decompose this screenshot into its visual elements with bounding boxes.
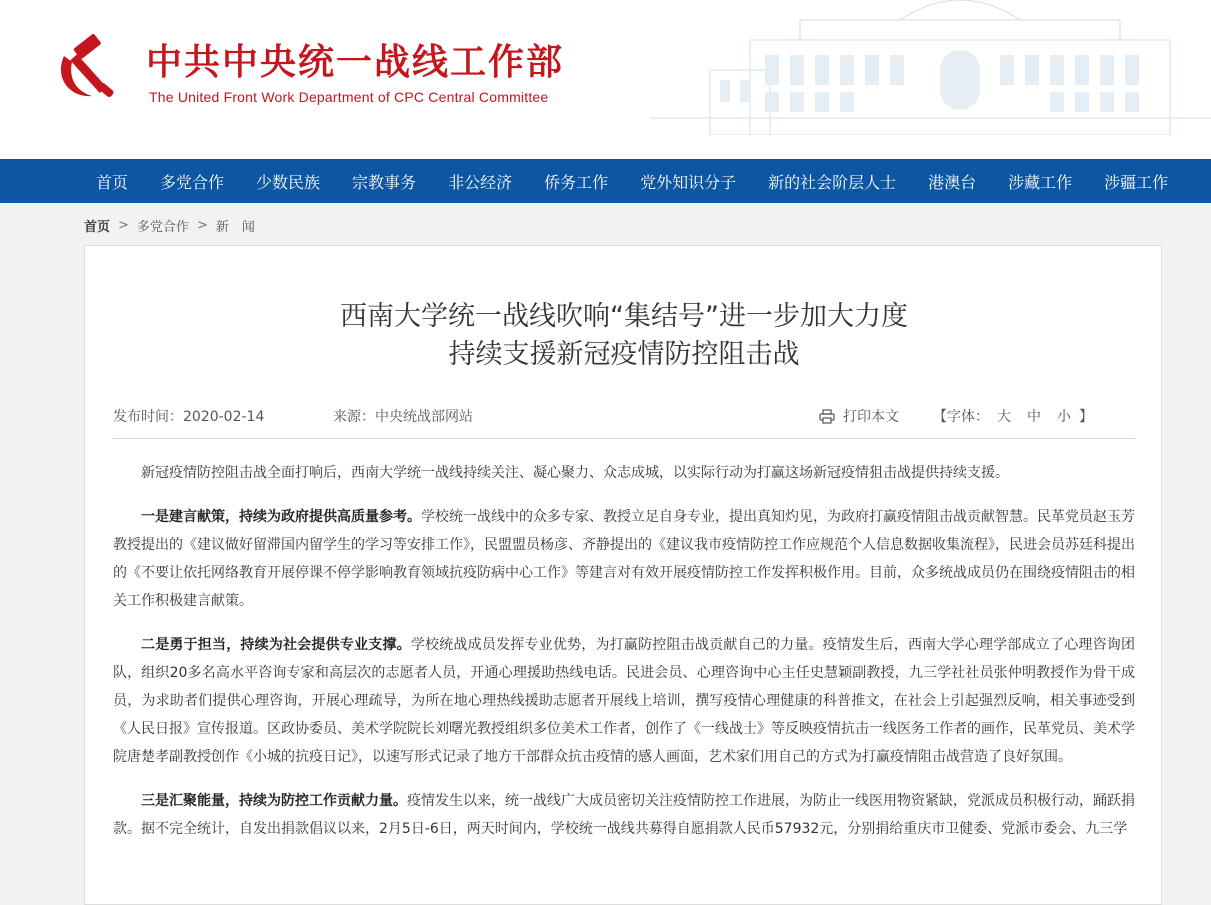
printer-icon [819,409,835,424]
breadcrumb-separator: > [118,218,129,233]
site-header [0,0,1211,159]
nav-item-xinjiang[interactable]: 涉疆工作 [1104,172,1169,192]
nav-item-tibet[interactable]: 涉藏工作 [1008,172,1073,192]
print-label: 打印本文 [843,409,899,425]
font-size-label: 【字体： [933,409,989,425]
article-title-line-1: 西南大学统一战线吹响“集结号”进一步加大力度 [340,301,908,332]
print-button[interactable] [819,406,899,426]
article-card [84,245,1162,905]
article-meta [113,406,1135,439]
article-body [113,459,1135,859]
breadcrumb-news[interactable]: 新 闻 [215,220,255,235]
article-title-line-2: 持续支援新冠疫情防控阻击战 [448,339,800,370]
nav-item-multiparty[interactable]: 多党合作 [160,172,225,192]
nav-item-non-party-intellectuals[interactable]: 党外知识分子 [640,172,737,192]
paragraph-text: 疫情发生以来，统一战线广大成员密切关注疫情防控工作进展，为防止一线医用物资紧缺，党派成员积极行动，踊跃捐款。据不完全统计，自发出捐款倡议以来，2月5日-6日，两天时间内，学校统一战线共募得自愿捐款人民币57932元，分别捐给重庆市卫健委、党派市委会、九三学 [113,793,1135,837]
paragraph-lead: 一是建言献策，持续为政府提供高质量参考。 [141,509,421,525]
paragraph-lead: 三是汇聚能量，持续为防控工作贡献力量。 [141,793,407,809]
breadcrumb [84,216,255,235]
breadcrumb-separator: > [196,218,208,233]
font-size-small[interactable]: 小 [1057,409,1071,425]
paragraph-text: 学校统一战线中的众多专家、教授立足自身专业，提出真知灼见，为政府打赢疫情阻击战贡献智慧。民革党员赵玉芳教授提出的《建议做好留滞国内留学生的学习等安排工作》，民盟盟员杨彦、齐静提出的《建议我市疫情防控工作应规范个人信息数据收集流程》，民进会员苏廷科提出的《不要让依托网络教育开展停课不停学影响教育领域抗疫防病中心工作》等建言对有效开展疫情防控工作发挥积极作用。目前，众多统战成员仍在围绕疫情阻击的相关工作积极建言献策。 [113,509,1135,609]
font-size-control [933,406,1093,426]
main-nav [0,159,1211,203]
paragraph-text: 新冠疫情防控阻击战全面打响后，西南大学统一战线持续关注、凝心聚力、众志成城，以实际行动为打赢这场新冠疫情狙击战提供持续支援。 [141,465,1009,481]
article-paragraph [113,787,1135,843]
nav-item-new-social-strata[interactable]: 新的社会阶层人士 [768,172,897,192]
building-illustration [650,0,1211,135]
font-size-medium[interactable]: 中 [1027,409,1041,425]
article-paragraph [113,503,1135,615]
article-title [85,298,1163,374]
font-size-large[interactable]: 大 [997,409,1011,425]
paragraph-lead: 二是勇于担当，持续为社会提供专业支撑。 [141,637,411,653]
site-subtitle: The United Front Work Department of CPC Central Committee [149,89,549,105]
nav-item-home[interactable]: 首页 [96,172,129,192]
nav-item-nonpublic-economy[interactable]: 非公经济 [448,172,513,192]
nav-item-hk-macao-taiwan[interactable]: 港澳台 [928,172,977,192]
breadcrumb-multiparty[interactable]: 多党合作 [136,220,189,235]
nav-item-religion[interactable]: 宗教事务 [352,172,417,192]
font-size-close: 】 [1079,409,1093,425]
article-paragraph [113,459,1135,487]
publish-date: 发布时间：2020-02-14 [113,409,265,425]
article-source: 来源：中央统战部网站 [333,409,473,425]
nav-item-overseas-chinese[interactable]: 侨务工作 [544,172,609,192]
party-emblem-icon[interactable] [52,34,124,106]
article-paragraph [113,631,1135,771]
paragraph-text: 学校统战成员发挥专业优势，为打赢防控阻击战贡献自己的力量。疫情发生后，西南大学心理学部成立了心理咨询团队，组织20多名高水平咨询专家和高层次的志愿者人员，开通心理援助热线电话。民进会员、心理咨询中心主任史慧颖副教授，九三学社社员张仲明教授作为骨干成员，为求助者们提供心理咨询，开展心理疏导，为所在地心理热线援助志愿者开展线上培训，撰写疫情心理健康的科普推文，在社会上引起强烈反响，相关事迹受到《人民日报》宣传报道。区政协委员、美术学院院长刘曙光教授组织多位美术工作者，创作了《一线战士》等反映疫情抗击一线医务工作者的画作，民革党员、美术学院唐楚孝副教授创作《小城的抗疫日记》，以速写形式记录了地方干部群众抗击疫情的感人画面，艺术家们用自己的方式为打赢疫情阻击战营造了良好氛围。 [113,637,1136,765]
nav-item-ethnic[interactable]: 少数民族 [256,172,321,192]
site-title: 中共中央统一战线工作部 [146,42,565,83]
breadcrumb-home[interactable]: 首页 [84,220,111,235]
